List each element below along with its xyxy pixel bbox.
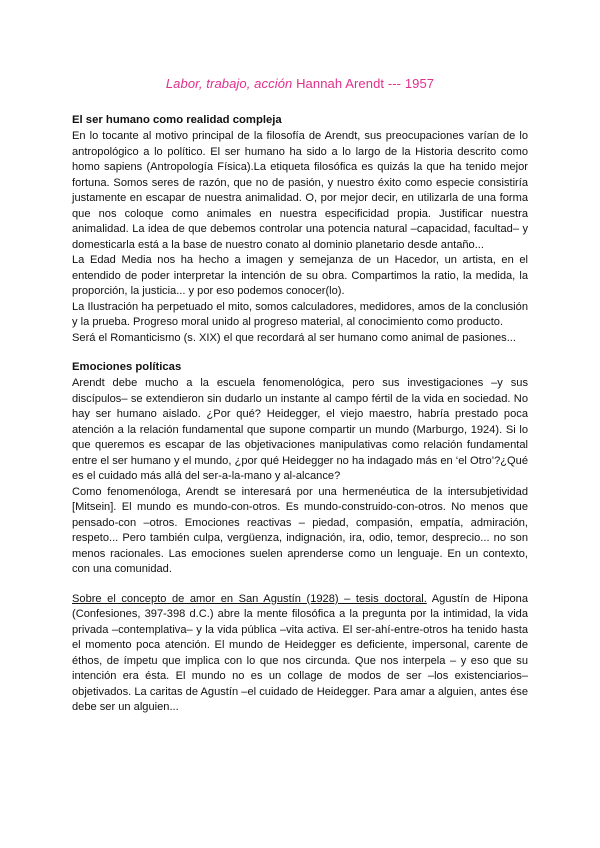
- paragraph: [72, 592, 528, 716]
- document-title: [72, 76, 528, 91]
- paragraph: Arendt debe mucho a la escuela fenomenológica, pero sus investigaciones –y sus discípulos– se extendieron sin dudarlo un instante al campo fértil de la vida en sociedad. No hay ser humano aislado. ¿Por qué? Heidegger, el viejo maestro, habría prestado poca atención a la relación fundamental que supone compartir un mundo (Marburgo, 1924). Si lo que queremos es escapar de las objetivaciones manipulativas como relación fundamental entre el ser humano y el mundo, ¿por qué Heidegger no ha indagado más en ‘el Otro’?¿Qué es el cuidado más allá del ser-a-la-mano y al-alcance?: [72, 377, 528, 482]
- paragraph: Será el Romanticismo (s. XIX) el que recordará al ser humano como animal de pasiones...: [72, 331, 516, 344]
- title-author-year: Hannah Arendt --- 1957: [292, 76, 435, 91]
- thesis-title: Sobre el concepto de amor en San Agustín (1928) – tesis doctoral.: [72, 592, 427, 605]
- thesis-text: Agustín de Hipona (Confesiones, 397-398 d.C.) abre la mente filosófica a la pregunta por la intimidad, la vida privada –contemplativa– y la vida pública –vita activa. El ser-ahí-entre-otros ha tenido hasta el momento poca atención. El mundo de Heidegger es deficiente, impersonal, carente de éthos, de ímpetu que implica con lo que nos circunda. Que nos interpela – y eso que su intención era ésta. El mundo no es un collage de modos de ser –los existenciarios– objetivados. La caritas de Agustín –el cuidado de Heidegger. Para amar a alguien, antes ése debe ser un alguien...: [72, 592, 528, 713]
- paragraph: Como fenomenóloga, Arendt se interesará por una hermenéutica de la intersubjetividad [Mitsein]. El mundo es mundo-con-otros. Es mundo-construido-con-otros. No menos que pensado-con –otros. Emociones reactivas – piedad, compasión, empatía, admiración, respeto... Pero también culpa, vergüenza, indignación, ira, odio, temor, desprecio... no son menos racionales. Las emociones suelen aprenderse como un lenguaje. En un contexto, con una comunidad.: [72, 485, 528, 575]
- title-work: Labor, trabajo, acción: [165, 76, 293, 91]
- paragraph: La Ilustración ha perpetuado el mito, somos calculadores, medidores, amos de la conclusión y la prueba. Progreso moral unido al progreso material, al conocimiento como producto.: [72, 300, 528, 328]
- paragraph: En lo tocante al motivo principal de la filosofía de Arendt, sus preocupaciones varían de lo antropológico a lo político. El ser humano ha sido a lo largo de la Historia descrito como homo sapiens (Antropología Física).La etiqueta filosófica es quizás la que ha tenido mejor fortuna. Somos seres de razón, que no de pasión, y nuestro éxito como especie consistiría justamente en escapar de nuestra animalidad. O, por mejor decir, en utilizarla de una forma que nos coloque como animales en nuestra especificidad propia. Justificar nuestra animalidad. La idea de que debemos controlar una potencia natural –capacidad, facultad– y domesticarla está a la base de nuestro conato al dominio planetario desde antaño...: [72, 130, 528, 251]
- section-emociones: [72, 360, 528, 578]
- paragraph: La Edad Media nos ha hecho a imagen y semejanza de un Hacedor, un artista, en el entendido de poder interpretar la intención de su obra. Compartimos la ratio, la medida, la proporción, la justicia... y por eso podemos conocer(lo).: [72, 254, 528, 297]
- section-heading: El ser humano como realidad compleja: [72, 114, 282, 126]
- section-san-agustin: [72, 592, 528, 716]
- section-heading: Emociones políticas: [72, 361, 182, 373]
- section-ser-humano: [72, 113, 528, 346]
